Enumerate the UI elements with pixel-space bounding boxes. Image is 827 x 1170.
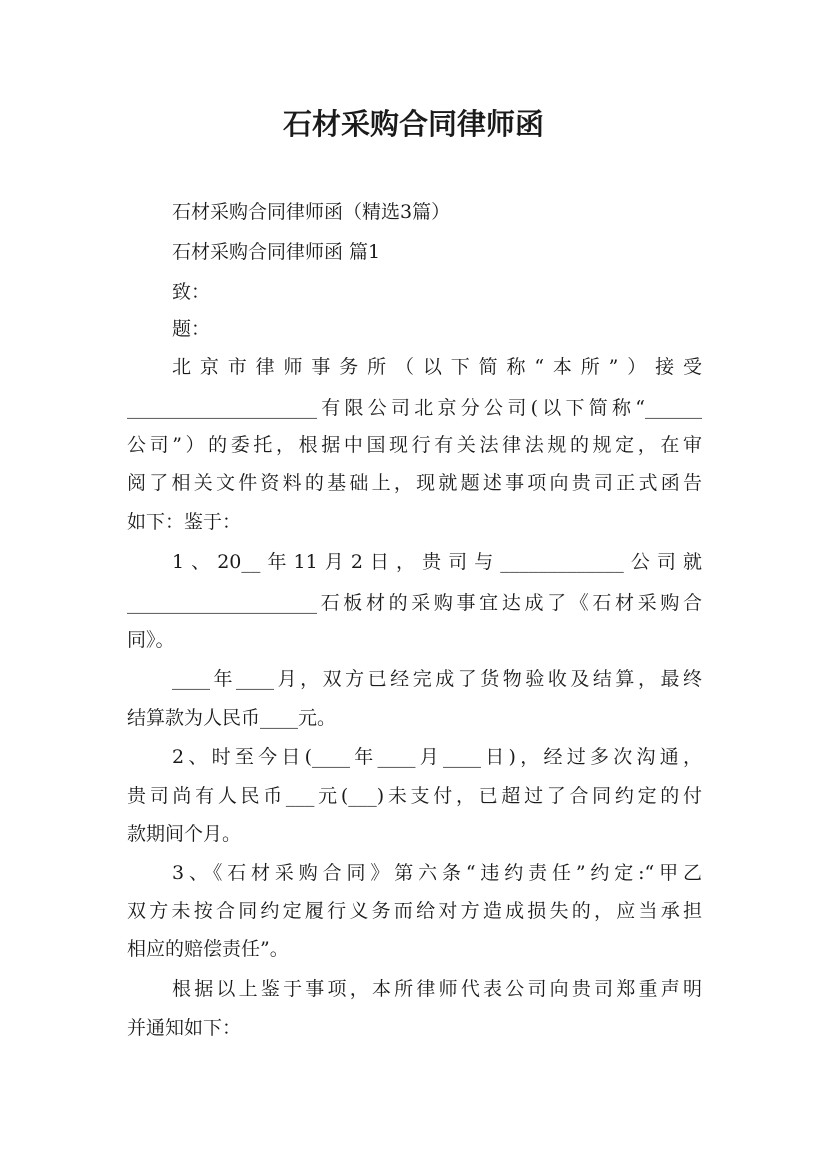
paragraph-line: 北京市律师事务所（以下简称“本所”）接受	[172, 356, 702, 378]
recipient-line: 致：	[172, 281, 211, 303]
paragraph-line: 如下：鉴于：	[127, 511, 242, 533]
paragraph-line: 公司”）的委托，根据中国现行有关法律法规的规定，在审	[127, 434, 702, 456]
paragraph-line: ____________________石板材的采购事宜达成了《石材采购合	[127, 592, 702, 614]
subject-line: 题：	[172, 318, 211, 340]
subtitle-selected: 石材采购合同律师函（精选3篇）	[172, 201, 451, 223]
paragraph-line: 贵司尚有人民币___元(___)未支付，已超过了合同约定的付	[127, 785, 702, 807]
paragraph-line: 相应的赔偿责任”。	[127, 938, 289, 960]
paragraph-line: 2、时至今日(____年____月____日)，经过多次沟通，	[172, 746, 702, 768]
paragraph-line: 款期间个月。	[127, 823, 242, 845]
paragraph-line: 并通知如下：	[127, 1017, 242, 1039]
paragraph-line: 根据以上鉴于事项，本所律师代表公司向贵司郑重声明	[172, 978, 702, 1000]
paragraph-line: 结算款为人民币____元。	[127, 707, 337, 729]
section-heading: 石材采购合同律师函 篇1	[172, 241, 381, 263]
paragraph-line: 1、20__年11月2日，贵司与_____________公司就	[172, 551, 702, 573]
paragraph-line: ____________________有限公司北京分公司(以下简称“______	[127, 397, 702, 419]
paragraph-line: ____年____月，双方已经完成了货物验收及结算，最终	[172, 668, 702, 690]
paragraph-line: 双方未按合同约定履行义务而给对方造成损失的，应当承担	[127, 900, 702, 922]
paragraph-line: 同》。	[127, 629, 175, 651]
paragraph-line: 3、《石材采购合同》第六条“违约责任”约定:“甲乙	[172, 862, 702, 884]
paragraph-line: 阅了相关文件资料的基础上，现就题述事项向贵司正式函告	[127, 472, 702, 494]
document-title: 石材采购合同律师函	[282, 107, 544, 141]
